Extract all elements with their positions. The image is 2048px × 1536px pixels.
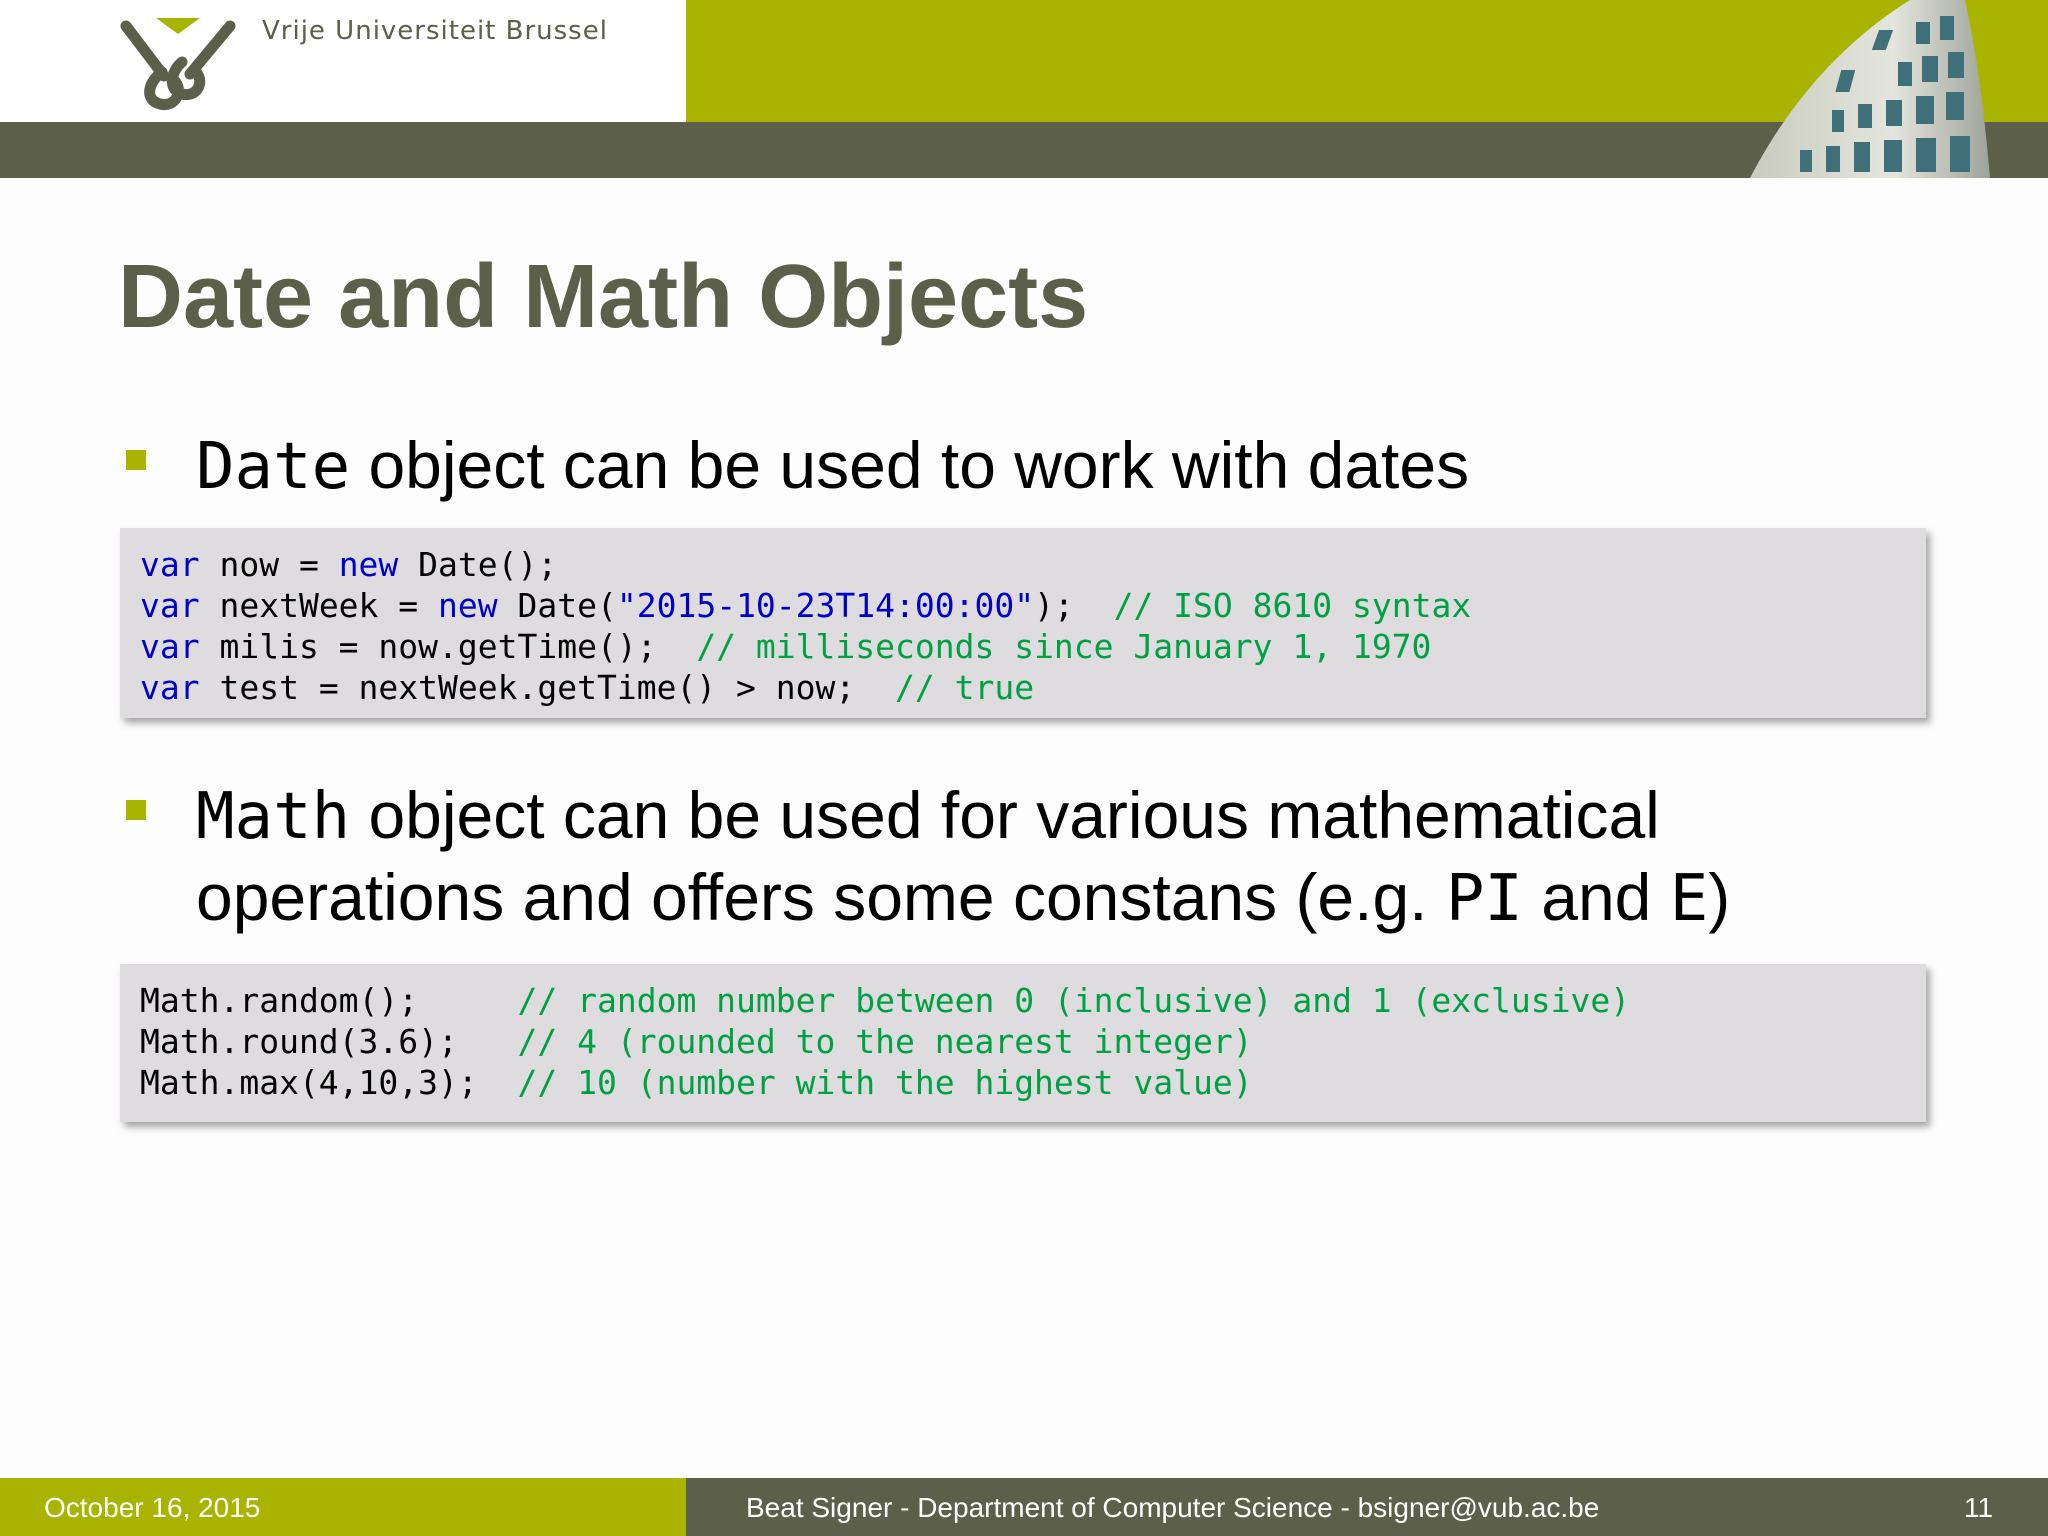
bullet-text: ) (1708, 860, 1731, 934)
code-line (140, 667, 1926, 708)
bullet-date (196, 424, 1469, 508)
code-keyword: new (438, 586, 498, 625)
code-keyword: var (140, 627, 200, 666)
code-comment: // milliseconds since January 1, 1970 (696, 627, 1432, 666)
code-block-date (120, 528, 1926, 718)
code-line (140, 585, 1926, 626)
code-block-math (120, 964, 1926, 1122)
bullet-marker (126, 450, 146, 470)
code-text: now = (199, 545, 339, 584)
code-keyword: var (140, 586, 200, 625)
code-comment: // 4 (rounded to the nearest integer) (517, 1022, 1253, 1061)
code-keyword: var (140, 668, 200, 707)
university-name: Vrije Universiteit Brussel (262, 16, 608, 46)
code-word-pi: PI (1445, 862, 1523, 936)
code-text: Date( (497, 586, 617, 625)
code-comment: // true (894, 668, 1035, 707)
code-text: ); (1034, 586, 1114, 625)
code-line (140, 626, 1926, 667)
code-line (140, 1062, 1926, 1103)
code-keyword: new (338, 545, 399, 584)
bullet-math-line2 (196, 856, 1730, 940)
bullet-text: and (1522, 860, 1670, 934)
code-text: Math.random(); (140, 981, 518, 1020)
bullet-marker (126, 800, 146, 820)
code-word-date: Date (196, 430, 351, 504)
footer-date: October 16, 2015 (44, 1492, 261, 1523)
code-comment: // ISO 8610 syntax (1113, 586, 1472, 625)
code-word-math: Math (196, 780, 351, 854)
bullet-text: object can be used for various mathematical (350, 778, 1660, 852)
code-text: milis = now.getTime(); (199, 627, 697, 666)
code-line (140, 544, 1926, 585)
code-keyword: var (140, 545, 200, 584)
code-text: Date(); (398, 545, 558, 584)
footer-author: Beat Signer - Department of Computer Science - bsigner@vub.ac.be (746, 1492, 1600, 1523)
code-line (140, 1021, 1926, 1062)
vub-logo-icon (118, 16, 238, 116)
code-text: test = nextWeek.getTime() > now; (199, 668, 895, 707)
slide-title: Date and Math Objects (118, 247, 1089, 347)
page-number: 11 (1964, 1492, 1994, 1523)
bullet-math-line1 (196, 774, 1660, 858)
code-string: "2015-10-23T14:00:00" (616, 586, 1035, 625)
bullet-text: operations and offers some constans (e.g. (196, 860, 1446, 934)
code-line (140, 980, 1926, 1021)
code-text: Math.max(4,10,3); (140, 1063, 518, 1102)
code-text: nextWeek = (199, 586, 439, 625)
code-word-e: E (1669, 862, 1709, 936)
code-comment: // random number between 0 (inclusive) and 1 (exclusive) (517, 981, 1631, 1020)
building-photo-icon (1740, 0, 2000, 178)
code-text: Math.round(3.6); (140, 1022, 518, 1061)
code-comment: // 10 (number with the highest value) (517, 1063, 1253, 1102)
bullet-text: object can be used to work with dates (350, 428, 1470, 502)
